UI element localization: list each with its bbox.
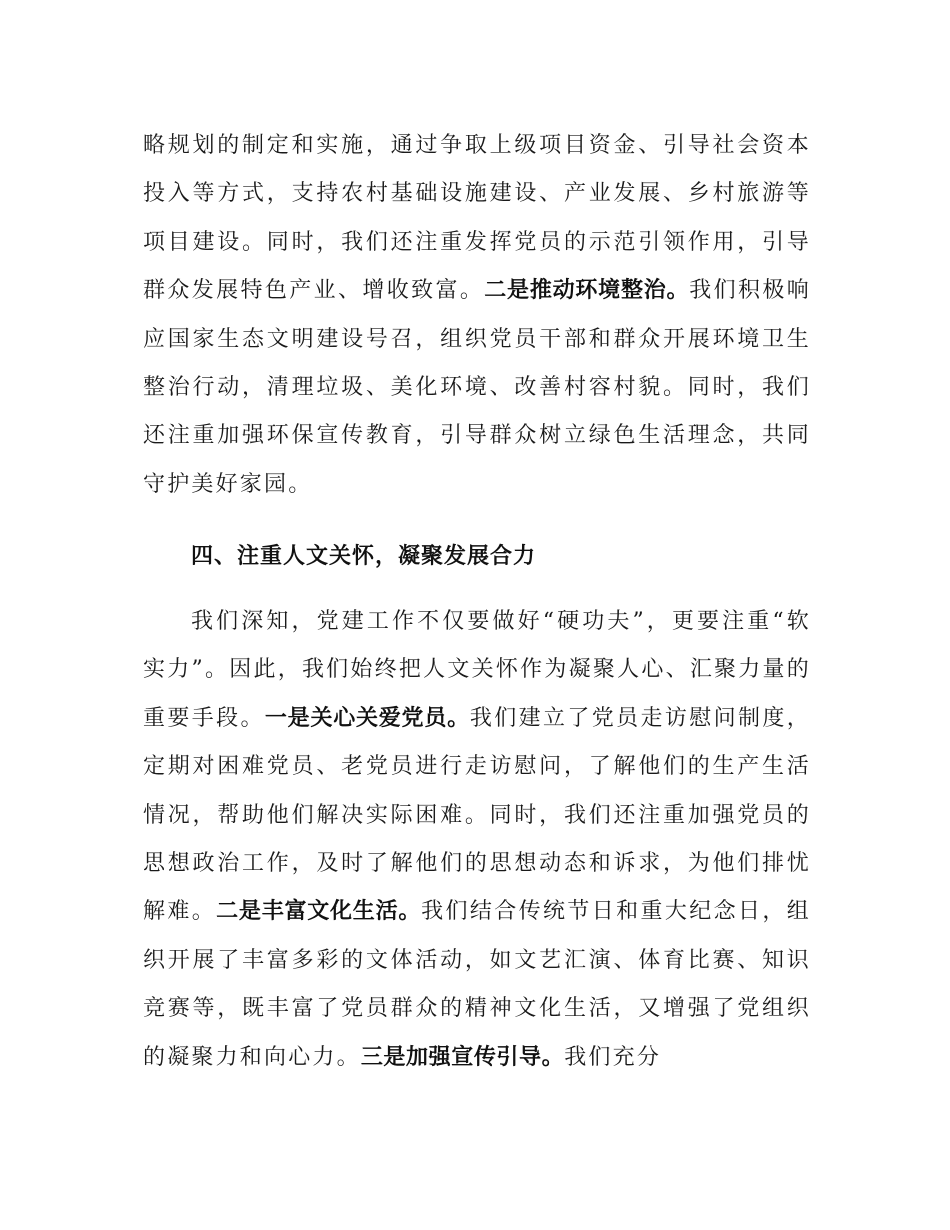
paragraph-environment bbox=[143, 122, 811, 509]
paragraph-text: 我们结合传统节日和重大纪念日，组织开展了丰富多彩的文体活动，如文艺汇演、体育比赛、知识竞赛等，既丰富了党员群众的精神文化生活，又增强了党组织的凝聚力和向心力。 bbox=[143, 899, 811, 1070]
paragraph-text: 我们深知，党建工作不仅要做好“硬功夫”，更要注重“软实力”。因此，我们始终把人文关怀作为凝聚人心、汇聚力量的重要手段。 bbox=[143, 609, 811, 731]
bold-subheading: 一是关心关爱党员。 bbox=[264, 705, 470, 731]
paragraph-text: 我们建立了党员走访慰问制度，定期对困难党员、老党员进行走访慰问，了解他们的生产生活情况，帮助他们解决实际困难。同时，我们还注重加强党员的思想政治工作，及时了解他们的思想动态和诉求，为他们排忧解难。 bbox=[143, 705, 811, 925]
bold-subheading: 二是推动环境整治。 bbox=[484, 278, 690, 304]
section-heading: 四、注重人文关怀，凝聚发展合力 bbox=[191, 544, 537, 569]
bold-subheading: 三是加强宣传引导。 bbox=[360, 1044, 565, 1070]
paragraph-text: 我们充分 bbox=[564, 1044, 662, 1070]
bold-subheading: 二是丰富文化生活。 bbox=[216, 899, 422, 925]
paragraph-humanistic-care bbox=[143, 598, 811, 1082]
paragraph-text: 我们积极响应国家生态文明建设号召，组织党员干部和群众开展环境卫生整治行动，清理垃圾、美化环境、改善村容村貌。同时，我们还注重加强环保宣传教育，引导群众树立绿色生活理念，共同守护美好家园。 bbox=[143, 278, 811, 497]
paragraph-text: 略规划的制定和实施，通过争取上级项目资金、引导社会资本投入等方式，支持农村基础设施建设、产业发展、乡村旅游等项目建设。同时，我们还注重发挥党员的示范引领作用，引导群众发展特色产业、增收致富。 bbox=[143, 133, 811, 304]
